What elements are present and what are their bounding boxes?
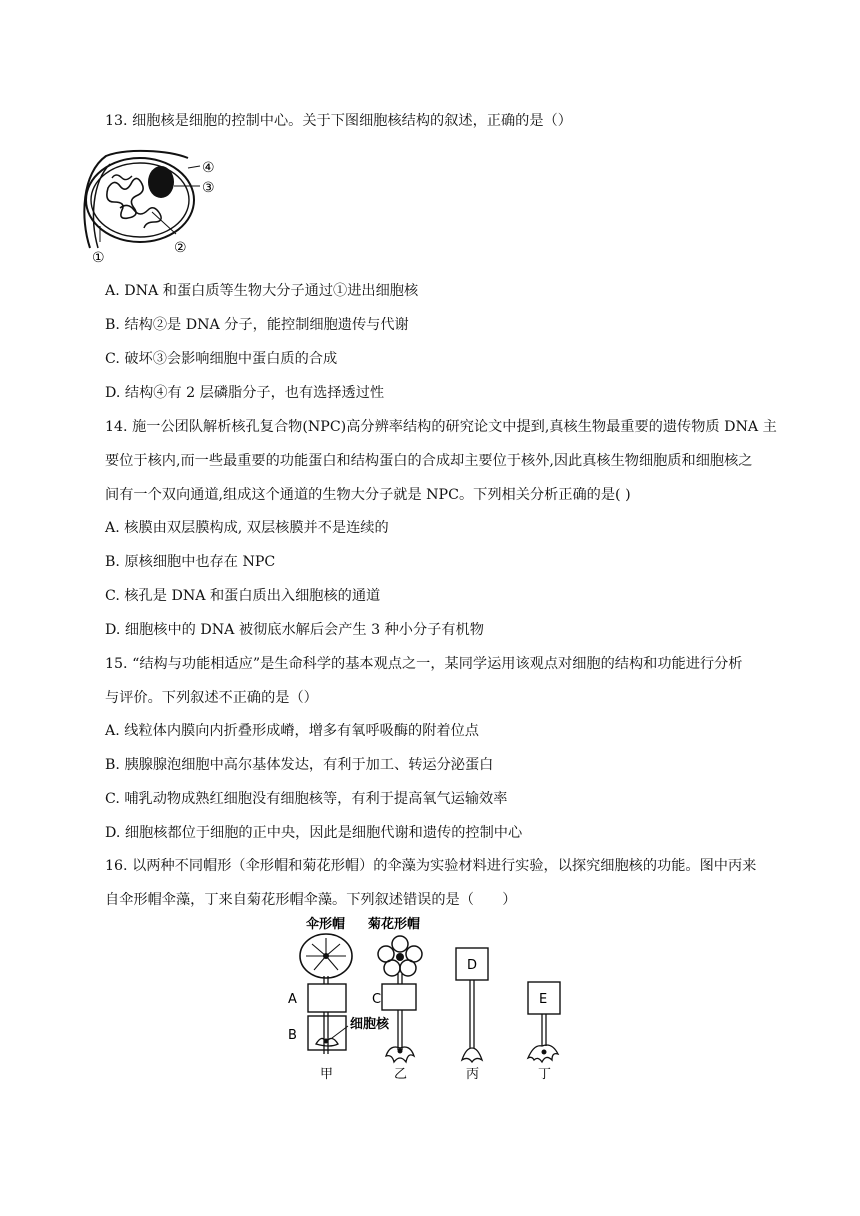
label-bing: 丙 [466,1067,480,1082]
label-yi: 乙 [394,1067,408,1082]
cap1-label: 伞形帽 [306,917,346,932]
q15-option-d: D. 细胞核都位于细胞的正中央，因此是细胞代谢和遗传的控制中心 [105,825,523,841]
q13-option-b: B. 结构②是 DNA 分子，能控制细胞遗传与代谢 [105,317,409,333]
q14-stem-line-1: 14. 施一公团队解析核孔复合物(NPC)高分辨率结构的研究论文中提到,真核生物最重要的遗传物质 DNA 主 [105,419,777,435]
q15-option-c: C. 哺乳动物成熟红细胞没有细胞核等，有利于提高氧气运输效率 [105,791,508,807]
q14-option-a: A. 核膜由双层膜构成, 双层核膜并不是连续的 [105,520,389,536]
q13-option-a: A. DNA 和蛋白质等生物大分子通过①进出细胞核 [105,283,419,299]
label-B: B [288,1028,297,1043]
q13-option-d: D. 结构④有 2 层磷脂分子，也有选择透过性 [105,385,385,401]
nucleus-label: 细胞核 [350,1017,390,1032]
cap2-label: 菊花形帽 [368,917,421,932]
label-D: D [467,958,478,973]
label-2: ② [174,240,187,256]
label-4: ④ [202,160,215,176]
nuclear-envelope-inner [91,163,189,237]
q14-option-c: C. 核孔是 DNA 和蛋白质出入细胞核的通道 [105,588,381,604]
label-ding: 丁 [538,1067,552,1082]
q14-option-b: B. 原核细胞中也存在 NPC [105,554,276,570]
label-E: E [539,992,548,1007]
q15-option-b: B. 胰腺腺泡细胞中高尔基体发达，有利于加工、转运分泌蛋白 [105,757,494,773]
q13-option-c: C. 破坏③会影响细胞中蛋白质的合成 [105,351,338,367]
q13-stem: 13. 细胞核是细胞的控制中心。关于下图细胞核结构的叙述，正确的是（） [105,113,572,129]
label-3: ③ [202,180,215,196]
label-A: A [288,992,297,1007]
nucleolus [148,166,174,198]
alga-yi [378,936,422,1062]
alga-jia [300,934,352,1054]
q14-stem-line-3: 间有一个双向通道,组成这个通道的生物大分子就是 NPC。下列相关分析正确的是( ) [105,487,631,503]
q14-option-d: D. 细胞核中的 DNA 被彻底水解后会产生 3 种小分子有机物 [105,622,484,638]
label-jia: 甲 [320,1067,334,1082]
q15-stem-line-1: 15. “结构与功能相适应”是生命科学的基本观点之一，某同学运用该观点对细胞的结构和功能进行分析 [105,656,743,672]
q15-option-a: A. 线粒体内膜向内折叠形成嵴，增多有氧呼吸酶的附着位点 [105,723,479,739]
q14-stem-line-2: 要位于核内,而一些最重要的功能蛋白和结构蛋白的合成却主要位于核外,因此真核生物细胞质和细胞核之 [105,453,753,469]
label-1: ① [92,250,105,266]
q16-stem-line-1: 16. 以两种不同帽形（伞形帽和菊花形帽）的伞藻为实验材料进行实验，以探究细胞核的功能。图中丙来 [105,858,757,874]
nucleus-structure-figure [78,148,228,266]
q15-stem-line-2: 与评价。下列叙述不正确的是（） [105,690,318,706]
nuclear-envelope-outer [86,158,194,242]
acetabularia-figure [282,910,582,1082]
q16-stem-line-2: 自伞形帽伞藻，丁来自菊花形帽伞藻。下列叙述错误的是（ ） [105,892,517,908]
label-C: C [372,992,382,1007]
chromatin [107,178,143,218]
